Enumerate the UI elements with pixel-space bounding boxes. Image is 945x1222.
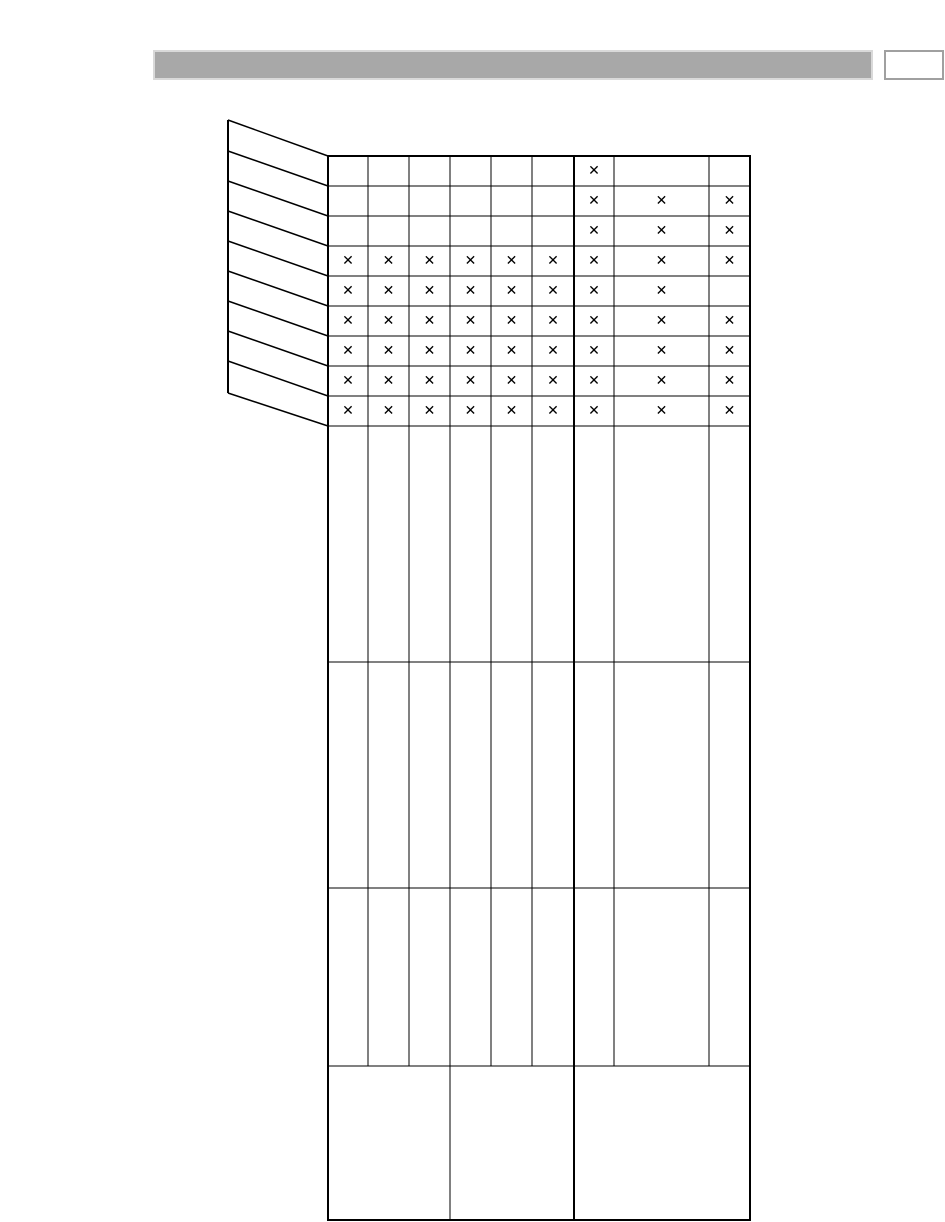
cross-mark: ✕ [423,283,436,299]
cross-mark: ✕ [342,253,354,269]
cross-mark: ✕ [505,373,518,389]
cross-mark: ✕ [505,253,518,269]
slant-line [228,301,328,336]
slant-line [228,393,328,426]
cross-mark: ✕ [382,403,395,419]
cross-mark: ✕ [723,253,736,269]
slant-line [228,181,328,216]
cross-mark: ✕ [547,403,559,419]
cross-mark: ✕ [505,403,518,419]
cross-mark: ✕ [423,253,436,269]
cross-mark: ✕ [588,223,600,239]
cross-mark: ✕ [342,403,354,419]
cross-mark: ✕ [655,373,668,389]
cross-mark: ✕ [505,283,518,299]
cross-mark: ✕ [723,373,736,389]
cross-mark: ✕ [505,343,518,359]
cross-mark: ✕ [464,403,477,419]
cross-mark: ✕ [342,373,354,389]
slant-line [228,241,328,276]
cross-mark: ✕ [342,343,354,359]
cross-mark: ✕ [723,403,736,419]
cross-mark: ✕ [723,343,736,359]
cross-mark: ✕ [505,313,518,329]
cross-mark: ✕ [588,283,600,299]
slant-line [228,331,328,366]
cross-mark: ✕ [547,373,559,389]
cross-mark: ✕ [423,403,436,419]
row-header-slant-lines [228,120,328,426]
cross-mark: ✕ [382,283,395,299]
cross-mark: ✕ [588,163,600,179]
slant-line [228,120,328,156]
cross-mark: ✕ [382,343,395,359]
cross-mark: ✕ [382,313,395,329]
cross-mark: ✕ [464,313,477,329]
cross-mark: ✕ [464,343,477,359]
cross-mark: ✕ [588,403,600,419]
cross-mark: ✕ [588,193,600,209]
cross-mark: ✕ [588,343,600,359]
cross-mark: ✕ [655,403,668,419]
cross-mark: ✕ [423,313,436,329]
slant-line [228,361,328,396]
cross-mark: ✕ [342,283,354,299]
slant-line [228,211,328,246]
cross-mark: ✕ [464,373,477,389]
cross-mark: ✕ [588,313,600,329]
cross-mark: ✕ [655,313,668,329]
cross-mark: ✕ [382,373,395,389]
cross-mark: ✕ [655,283,668,299]
cross-mark: ✕ [723,223,736,239]
cross-mark: ✕ [464,253,477,269]
cross-mark: ✕ [655,223,668,239]
cross-mark: ✕ [547,343,559,359]
cross-mark: ✕ [723,313,736,329]
cross-mark: ✕ [588,373,600,389]
cross-mark: ✕ [464,283,477,299]
cross-mark: ✕ [588,253,600,269]
cross-mark: ✕ [723,193,736,209]
table-marks [342,163,735,419]
cross-mark: ✕ [547,313,559,329]
slant-line [228,271,328,306]
cross-mark: ✕ [547,283,559,299]
cross-mark: ✕ [655,343,668,359]
cross-mark: ✕ [547,253,559,269]
cross-mark: ✕ [423,373,436,389]
cross-mark: ✕ [423,343,436,359]
cross-mark: ✕ [382,253,395,269]
slant-line [228,151,328,186]
cross-mark: ✕ [655,253,668,269]
cross-mark: ✕ [342,313,354,329]
cross-mark: ✕ [655,193,668,209]
